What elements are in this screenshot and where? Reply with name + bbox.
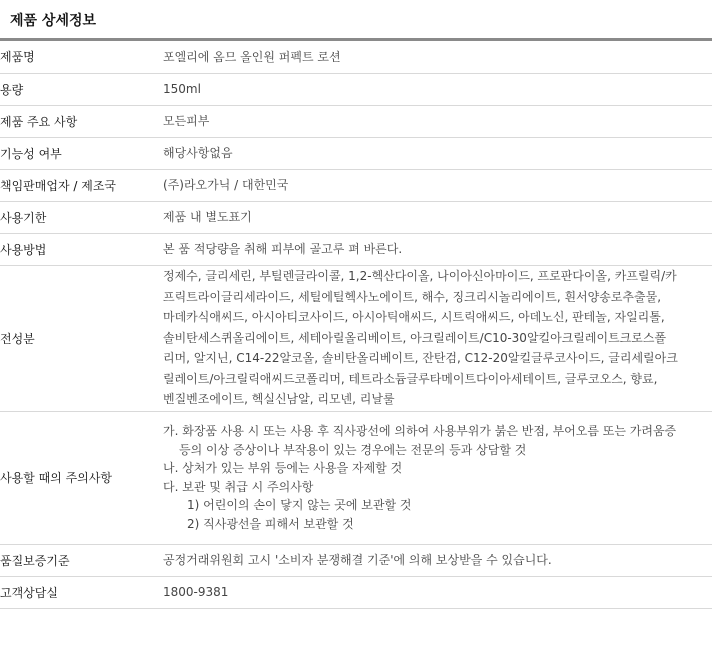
table-row [0, 41, 712, 73]
row-value-ingredients [163, 265, 712, 411]
row-label-ingredients: 전성분 [0, 265, 163, 411]
table-row [0, 233, 712, 265]
ingredients-line: 솔비탄세스퀴올리에이트, 세테아릴올리베이트, 아크릴레이트/C10-30알킬아크릴레이트크로스폴 [163, 330, 667, 345]
row-label-functional: 기능성 여부 [0, 137, 163, 169]
row-value-quality-guarantee: 공정거래위원회 고시 '소비자 분쟁해결 기준'에 의해 보상받을 수 있습니다. [163, 544, 712, 576]
table-row [0, 201, 712, 233]
row-label-quality-guarantee: 품질보증기준 [0, 544, 163, 576]
row-value-functional: 해당사항없음 [163, 137, 712, 169]
row-label-product-name: 제품명 [0, 41, 163, 73]
ingredients-line: 벤질벤조에이트, 헥실신남알, 리모넨, 리날룰 [163, 392, 395, 407]
table-row [0, 105, 712, 137]
row-label-key-info: 제품 주요 사항 [0, 105, 163, 137]
table-row [0, 73, 712, 105]
table-row [0, 265, 712, 411]
row-label-customer-center: 고객상담실 [0, 576, 163, 608]
row-label-usage: 사용방법 [0, 233, 163, 265]
ingredients-line: 릴레이트/아크릴릭애씨드코폴리머, 테트라소듐글루타메이트다이아세테이트, 글루코오스, 향료, [163, 371, 658, 386]
table-row [0, 169, 712, 201]
table-row [0, 544, 712, 576]
precautions-list [163, 422, 712, 533]
precaution-item: 나. 상처가 있는 부위 등에는 사용을 자제할 것 [163, 461, 403, 475]
row-value-customer-center: 1800-9381 [163, 576, 712, 608]
row-value-expiry: 제품 내 별도표기 [163, 201, 712, 233]
ingredients-line: 리머, 알지닌, C14-22알코올, 솔비탄올리베이트, 잔탄검, C12-20알킬글루코사이드, 글리세릴아크 [163, 351, 678, 366]
precaution-subitem: 1) 어린이의 손이 닿지 않는 곳에 보관할 것 [187, 498, 412, 512]
precaution-item: 다. 보관 및 취급 시 주의사항 [163, 479, 314, 494]
section-title: 제품 상세정보 [10, 13, 97, 29]
ingredients-line: 프릭트라이글리세라이드, 세틸에틸헥사노에이트, 해수, 징크리시놀리에이트, 흰서양송로추출물, [163, 289, 662, 304]
ingredients-line: 마데카식애씨드, 아시아티코사이드, 아시아틱애씨드, 시트릭애씨드, 아데노신, 판테놀, 자일리톨, [163, 310, 665, 325]
precaution-item: 가. 화장품 사용 시 또는 사용 후 직사광선에 의하여 사용부위가 붉은 반점, 부어오름 또는 가려움증 [163, 424, 677, 438]
row-value-seller-country: (주)라오가닉 / 대한민국 [163, 169, 712, 201]
row-value-key-info: 모든피부 [163, 105, 712, 137]
row-label-seller-country: 책임판매업자 / 제조국 [0, 169, 163, 201]
precaution-subitem: 2) 직사광선을 피해서 보관할 것 [187, 516, 354, 531]
table-row [0, 576, 712, 608]
row-value-precautions [163, 411, 712, 544]
row-label-volume: 용량 [0, 73, 163, 105]
row-label-precautions: 사용할 때의 주의사항 [0, 411, 163, 544]
row-value-volume: 150ml [163, 73, 712, 105]
table-row [0, 411, 712, 544]
row-value-usage: 본 품 적당량을 취해 피부에 골고루 펴 바른다. [163, 233, 712, 265]
precaution-item: 등의 이상 증상이나 부작용이 있는 경우에는 전문의 등과 상담할 것 [179, 442, 527, 457]
product-spec-table [0, 41, 712, 609]
table-row [0, 137, 712, 169]
row-label-expiry: 사용기한 [0, 201, 163, 233]
ingredients-line: 정제수, 글리세린, 부틸렌글라이콜, 1,2-헥산다이올, 나이아신아마이드, 프로판다이올, 카프릴릭/카 [163, 269, 677, 284]
row-value-product-name: 포엘리에 옴므 올인원 퍼펙트 로션 [163, 41, 712, 73]
